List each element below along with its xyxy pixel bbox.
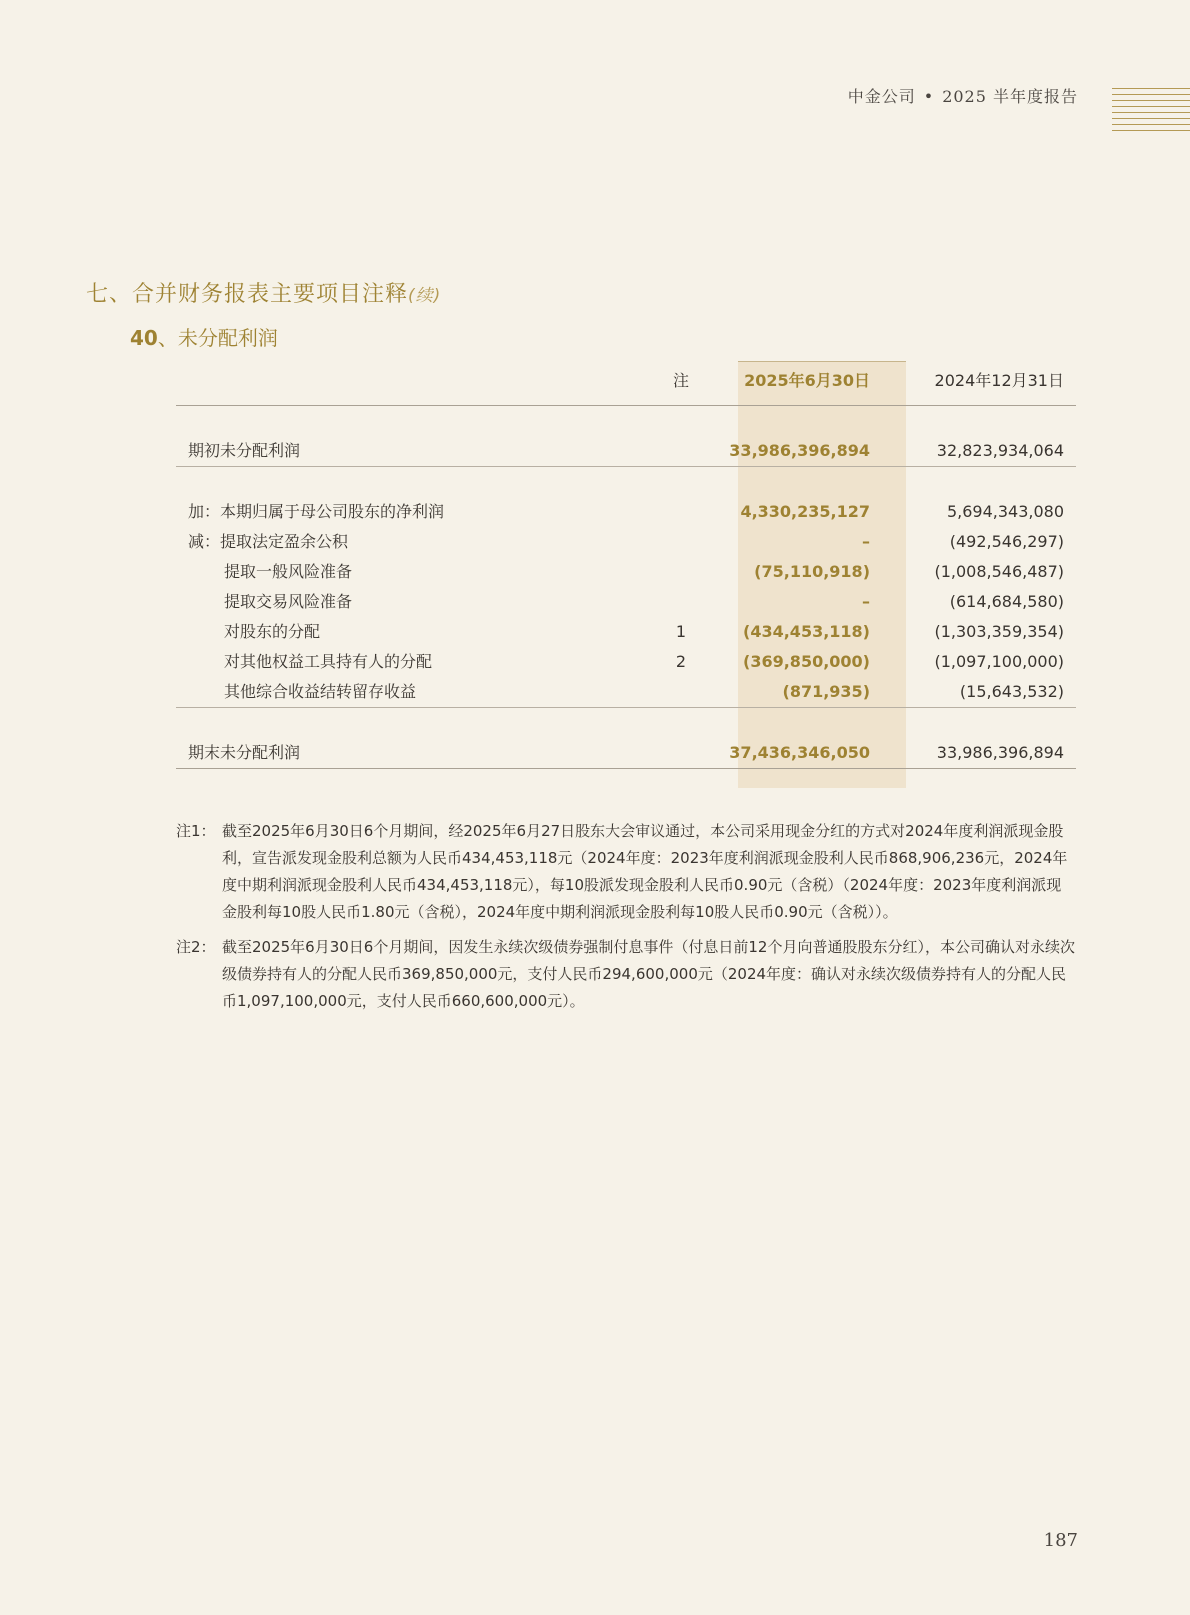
row-value-2025: 4,330,235,127 <box>740 502 870 521</box>
table-header-row <box>176 361 1076 405</box>
footnotes <box>176 818 1076 1023</box>
closing-balance-row <box>176 738 1076 768</box>
section-title-continued: (续) <box>408 286 442 306</box>
header-col-2024: 2024年12月31日 <box>934 371 1064 390</box>
header-report-title: 2025 半年度报告 <box>942 87 1078 106</box>
opening-balance-row <box>176 436 1076 466</box>
footnote-2 <box>176 934 1076 1015</box>
row-label: 减：提取法定盈余公积 <box>188 532 349 551</box>
header-company: 中金公司 <box>847 87 916 106</box>
header-note: 注 <box>672 371 689 390</box>
table-row <box>176 647 1076 677</box>
row-note: 2 <box>675 652 687 671</box>
footnote-1 <box>176 818 1076 926</box>
row-label: 加：本期归属于母公司股东的净利润 <box>188 502 445 521</box>
row-value-2025: (369,850,000) <box>743 652 870 671</box>
row-value-2025: – <box>862 532 870 551</box>
row-note: 1 <box>675 622 687 641</box>
row-value-2024: (1,008,546,487) <box>934 562 1064 581</box>
footnote-text: 截至2025年6月30日6个月期间，经2025年6月27日股东大会审议通过，本公司采用现金分红的方式对2024年度利润派现金股利，宣告派发现金股利总额为人民币434,453,118元（2024年度：2023年度利润派现金股利人民币868,906,236元，2024年度中期利润派现金股利人民币434,453,118元），每10股派发现金股利人民币0.90元（含税）（2024年度：2023年度利润派现金股利每10股人民币1.80元（含税），2024年度中期利润派现金股利每10股人民币0.90元（含税））。 <box>222 822 1068 921</box>
table-row <box>176 497 1076 527</box>
row-value-2025: 37,436,346,050 <box>729 743 870 762</box>
row-value-2024: 33,986,396,894 <box>936 743 1064 762</box>
header-separator: • <box>923 87 935 106</box>
table-row <box>176 587 1076 617</box>
row-label: 对股东的分配 <box>224 622 321 641</box>
row-label: 期初未分配利润 <box>188 441 301 460</box>
row-value-2024: (15,643,532) <box>959 682 1064 701</box>
table-row <box>176 557 1076 587</box>
subsection-number: 40 <box>130 326 158 350</box>
table-row <box>176 527 1076 557</box>
row-value-2024: (1,303,359,354) <box>934 622 1064 641</box>
row-label: 提取一般风险准备 <box>224 562 353 581</box>
subsection-title-text: 、未分配利润 <box>157 326 278 350</box>
page-header <box>848 84 1078 107</box>
row-value-2025: – <box>862 592 870 611</box>
row-label: 期末未分配利润 <box>188 743 301 762</box>
section-title <box>86 277 441 308</box>
row-value-2025: (434,453,118) <box>743 622 870 641</box>
row-label: 提取交易风险准备 <box>224 592 353 611</box>
header-col-2025: 2025年6月30日 <box>744 371 870 390</box>
row-value-2024: (492,546,297) <box>949 532 1064 551</box>
page-number: 187 <box>1043 1530 1078 1551</box>
row-value-2024: 5,694,343,080 <box>946 502 1064 521</box>
footnote-text: 截至2025年6月30日6个月期间，因发生永续次级债券强制付息事件（付息日前12个月向普通股股东分红），本公司确认对永续次级债券持有人的分配人民币369,850,000元，支付人民币294,600,000元（2024年度：确认对永续次级债券持有人的分配人民币1,097,100,000元，支付人民币660,600,000元）。 <box>222 938 1075 1010</box>
footnote-label: 注1： <box>176 822 216 840</box>
table-row <box>176 677 1076 707</box>
row-label: 对其他权益工具持有人的分配 <box>224 652 433 671</box>
row-value-2025: (75,110,918) <box>754 562 870 581</box>
table-row <box>176 617 1076 647</box>
row-value-2025: 33,986,396,894 <box>729 441 870 460</box>
row-value-2024: (614,684,580) <box>949 592 1064 611</box>
row-value-2024: 32,823,934,064 <box>936 441 1064 460</box>
retained-earnings-table <box>176 361 1076 769</box>
row-label: 其他综合收益结转留存收益 <box>224 682 417 701</box>
divider <box>176 768 1076 769</box>
subsection-title <box>130 322 278 351</box>
row-value-2025: (871,935) <box>782 682 870 701</box>
row-value-2024: (1,097,100,000) <box>934 652 1064 671</box>
footnote-label: 注2： <box>176 938 216 956</box>
section-title-text: 七、合并财务报表主要项目注释 <box>86 282 409 307</box>
header-decoration-lines <box>1112 88 1190 136</box>
